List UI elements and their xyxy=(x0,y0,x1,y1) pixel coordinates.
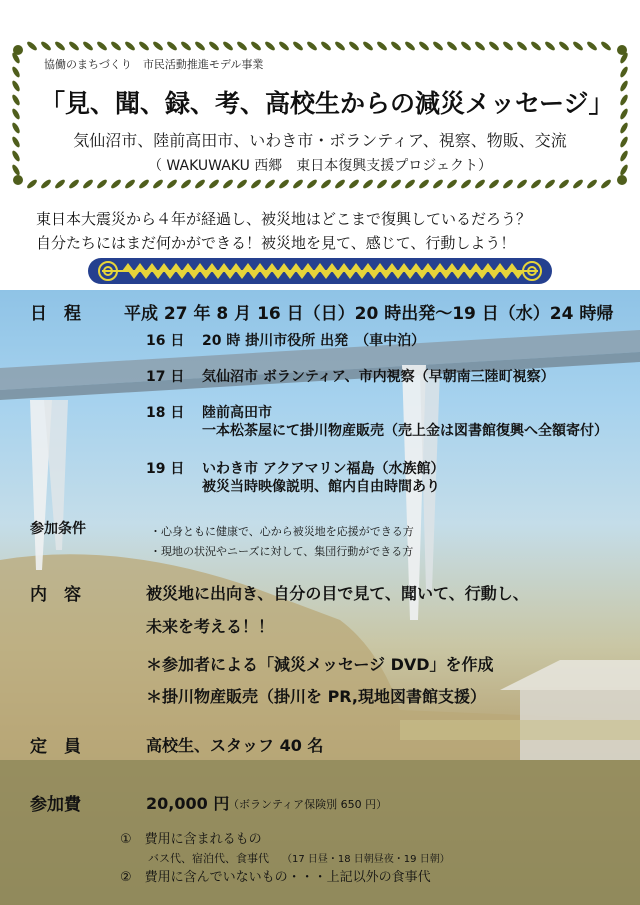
leaf-ornament xyxy=(250,40,262,52)
leaf-ornament xyxy=(194,40,206,52)
leaf-ornament xyxy=(600,178,612,190)
leaf-ornament xyxy=(460,40,472,52)
day-17-detail: 気仙沼市 ボランティア、市内視察（早朝南三陸町視察） xyxy=(202,369,555,385)
project-text: （ WAKUWAKU 西郷 東日本復興支援プロジェクト） xyxy=(147,158,493,174)
leaf-ornament xyxy=(619,66,629,79)
leaf-ornament xyxy=(530,178,542,190)
leaf-ornament xyxy=(488,40,500,52)
leaf-ornament xyxy=(404,40,416,52)
leaf-ornament xyxy=(152,40,164,52)
leaf-ornament xyxy=(320,40,332,52)
leaf-ornament xyxy=(474,178,486,190)
leaf-ornament xyxy=(292,178,304,190)
places-text: 気仙沼市、陸前高田市、いわき市・ボランティア、視察、物販、交流 xyxy=(73,131,567,150)
leaf-ornament xyxy=(152,178,164,190)
leaf-ornament xyxy=(544,178,556,190)
leaf-ornament xyxy=(432,178,444,190)
fee-item-1-detail: バス代、宿泊代、食事代 xyxy=(148,852,269,865)
schedule-summary: 平成 27 年 8 月 16 日（日）20 時出発～19 日（水）24 時帰 xyxy=(124,304,614,324)
content-label: 内 容 xyxy=(30,585,81,605)
leaf-ornament xyxy=(82,40,94,52)
leaf-ornament xyxy=(558,178,570,190)
leaf-ornament xyxy=(236,178,248,190)
capacity-value: 高校生、スタッフ 40 名 xyxy=(146,736,324,755)
leaf-ornament xyxy=(166,40,178,52)
leaf-ornament xyxy=(600,40,612,52)
leaf-ornament xyxy=(432,40,444,52)
leaf-ornament xyxy=(11,108,21,121)
leaf-ornament xyxy=(110,178,122,190)
leaf-ornament xyxy=(306,178,318,190)
leaf-ornament xyxy=(250,178,262,190)
day-18-detail-1: 陸前高田市 xyxy=(202,405,272,421)
leaf-ornament xyxy=(334,40,346,52)
day-17: 17 日 xyxy=(146,369,185,385)
leaf-ornament xyxy=(54,40,66,52)
leaf-ornament xyxy=(138,178,150,190)
leaf-ornament xyxy=(502,178,514,190)
leaf-ornament xyxy=(474,40,486,52)
leaf-ornament xyxy=(619,108,629,121)
fee-item-2: ② 費用に含んでいないもの・・・上記以外の食事代 xyxy=(120,870,431,885)
leaf-ornament xyxy=(446,40,458,52)
fee-label: 参加費 xyxy=(30,795,81,815)
content-line-4: ＊掛川物産販売（掛川を PR,現地図書館支援） xyxy=(146,687,486,706)
leaf-ornament xyxy=(586,40,598,52)
leaf-ornament xyxy=(460,178,472,190)
leaf-ornament xyxy=(222,40,234,52)
leaf-ornament xyxy=(11,66,21,79)
organizer-text: 協働のまちづくり 市民活動推進モデル事業 xyxy=(44,58,264,71)
condition-item-1: ・心身ともに健康で、心から被災地を応援ができる方 xyxy=(150,525,414,538)
leaf-ornament xyxy=(446,178,458,190)
leaf-ornament xyxy=(404,178,416,190)
leaf-ornament xyxy=(586,178,598,190)
leaf-ornament xyxy=(390,178,402,190)
leaf-ornament xyxy=(619,94,629,107)
leaf-ornament xyxy=(278,40,290,52)
leaf-ornament xyxy=(334,178,346,190)
leaf-ornament xyxy=(348,40,360,52)
leaf-ornament xyxy=(572,40,584,52)
leaf-ornament xyxy=(26,178,38,190)
fee-note: （ボランティア保険別 650 円） xyxy=(228,798,388,811)
leaf-ornament xyxy=(530,40,542,52)
leaf-ornament xyxy=(376,40,388,52)
day-19-detail-1: いわき市 アクアマリン福島（水族館） xyxy=(202,461,445,477)
day-16-detail: 20 時 掛川市役所 出発 （車中泊） xyxy=(202,333,426,349)
leaf-ornament xyxy=(40,40,52,52)
content-line-1: 被災地に出向き、自分の目で見て、聞いて、行動し、 xyxy=(146,584,529,603)
leaf-ornament xyxy=(516,178,528,190)
wave-ornament xyxy=(88,258,552,284)
leaf-ornament xyxy=(502,40,514,52)
leaf-ornament xyxy=(292,40,304,52)
leaf-ornament xyxy=(236,40,248,52)
leaf-ornament xyxy=(124,40,136,52)
leaf-ornament xyxy=(180,178,192,190)
leaf-ornament xyxy=(348,178,360,190)
leaf-ornament xyxy=(124,178,136,190)
leaf-ornament xyxy=(264,178,276,190)
leaf-ornament xyxy=(110,40,122,52)
leaf-ornament xyxy=(166,178,178,190)
leaf-ornament xyxy=(488,178,500,190)
leaf-ornament xyxy=(516,40,528,52)
capacity-label: 定 員 xyxy=(30,737,81,757)
leaf-ornament xyxy=(82,178,94,190)
leaf-ornament xyxy=(54,178,66,190)
day-18-detail-2: 一本松茶屋にて掛川物産販売（売上金は図書館復興へ全額寄付） xyxy=(202,423,608,439)
leaf-ornament xyxy=(572,178,584,190)
corner-ornament xyxy=(617,175,627,185)
fee-item-1-note: （17 日昼・18 日朝昼夜・19 日朝） xyxy=(282,854,450,865)
leaf-ornament xyxy=(558,40,570,52)
leaf-ornament xyxy=(11,94,21,107)
leaf-ornament xyxy=(68,40,80,52)
leaf-ornament xyxy=(264,40,276,52)
leaf-ornament xyxy=(194,178,206,190)
leaf-ornament xyxy=(278,178,290,190)
fee-item-1-title: ① 費用に含まれるもの xyxy=(120,832,262,847)
leaf-ornament xyxy=(376,178,388,190)
content-line-3: ＊参加者による「減災メッセージ DVD」を作成 xyxy=(146,655,494,674)
leaf-ornament xyxy=(418,178,430,190)
lead-line-2: 自分たちにはまだ何かができる！被災地を見て、感じて、行動しよう！ xyxy=(36,234,516,252)
leaf-ornament xyxy=(320,178,332,190)
leaf-ornament xyxy=(390,40,402,52)
day-19: 19 日 xyxy=(146,461,185,477)
leaf-ornament xyxy=(619,80,629,93)
leaf-ornament xyxy=(26,40,38,52)
lead-line-1: 東日本大震災から４年が経過し、被災地はどこまで復興しているだろう？ xyxy=(36,210,532,228)
leaf-ornament xyxy=(180,40,192,52)
leaf-ornament xyxy=(362,178,374,190)
day-19-detail-2: 被災当時映像説明、館内自由時間あり xyxy=(202,479,440,495)
page-title: 「見、聞、録、考、高校生からの減災メッセージ」 xyxy=(40,89,614,118)
leaf-ornament xyxy=(68,178,80,190)
leaf-ornament xyxy=(40,178,52,190)
condition-item-2: ・現地の状況やニーズに対して、集団行動ができる方 xyxy=(150,545,414,558)
leaf-ornament xyxy=(96,40,108,52)
leaf-ornament xyxy=(96,178,108,190)
leaf-ornament xyxy=(362,40,374,52)
fee-amount: 20,000 円 xyxy=(146,794,230,813)
content-line-2: 未来を考える！！ xyxy=(146,617,275,636)
day-16: 16 日 xyxy=(146,333,185,349)
leaf-ornament xyxy=(544,40,556,52)
leaf-ornament xyxy=(222,178,234,190)
leaf-ornament xyxy=(418,40,430,52)
conditions-label: 参加条件 xyxy=(30,521,86,537)
leaf-ornament xyxy=(306,40,318,52)
leaf-ornament xyxy=(138,40,150,52)
leaf-ornament xyxy=(208,178,220,190)
corner-ornament xyxy=(13,175,23,185)
leaf-ornament xyxy=(11,80,21,93)
schedule-label: 日 程 xyxy=(30,304,81,324)
day-18: 18 日 xyxy=(146,405,185,421)
leaf-ornament xyxy=(208,40,220,52)
